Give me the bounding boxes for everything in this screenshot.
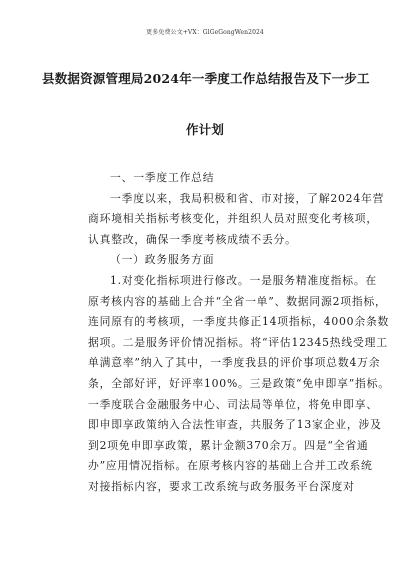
paragraph-line: 原考核内容的基础上合并“全省一单”、数据同源2项指标， bbox=[88, 294, 387, 308]
sub-heading: （一）政务服务方面 bbox=[110, 253, 215, 267]
document-title-line-1: 县数据资源管理局2024年一季度工作总结报告及下一步工 bbox=[42, 71, 370, 86]
paragraph-line: 单满意率”纳入了其中，一季度我县的评价事项总数4万余 bbox=[88, 356, 381, 370]
section-heading: 一、一季度工作总结 bbox=[110, 171, 215, 184]
paragraph-line: 到2项免申即享政策，累计金额370余万。四是“全省通 bbox=[88, 438, 369, 452]
header-note: 更多免费公文+VX：GlGeGongWen2024 bbox=[146, 29, 264, 36]
document-title-line-2: 作计划 bbox=[185, 122, 225, 137]
paragraph-line: 一季度联合金融服务中心、司法局等单位，将免申即享、 bbox=[88, 397, 378, 411]
intro-line: 商环境相关指标考核变化，并组织人员对照变化考核项， bbox=[88, 212, 378, 226]
document-body bbox=[88, 168, 390, 498]
paragraph-line: 办”应用情况指标。在原考核内容的基础上合并工改系统 bbox=[88, 459, 373, 473]
intro-line: 认真整改，确保一季度考核成绩不丢分。 bbox=[88, 232, 297, 246]
paragraph-line: 即申即享政策纳入合法性审查，共服务了13家企业，涉及 bbox=[88, 418, 382, 432]
paragraph-line: 据项。二是服务评价情况指标。将“评估12345热线受理工 bbox=[88, 335, 388, 349]
paragraph-line: 条，全部好评，好评率100%。三是政策“免申即享”指标。 bbox=[88, 376, 390, 390]
paragraph-line: 连同原有的考核项，一季度共修正14项指标，4000余条数 bbox=[88, 315, 390, 329]
paragraph-line: 1.对变化指标项进行修改。一是服务精准度指标。在 bbox=[110, 273, 378, 287]
intro-line: 一季度以来，我局积极和省、市对接，了解2024年营 bbox=[110, 191, 385, 205]
paragraph-line: 对接指标内容，要求工改系统与政务服务平台深度对 bbox=[88, 479, 355, 493]
